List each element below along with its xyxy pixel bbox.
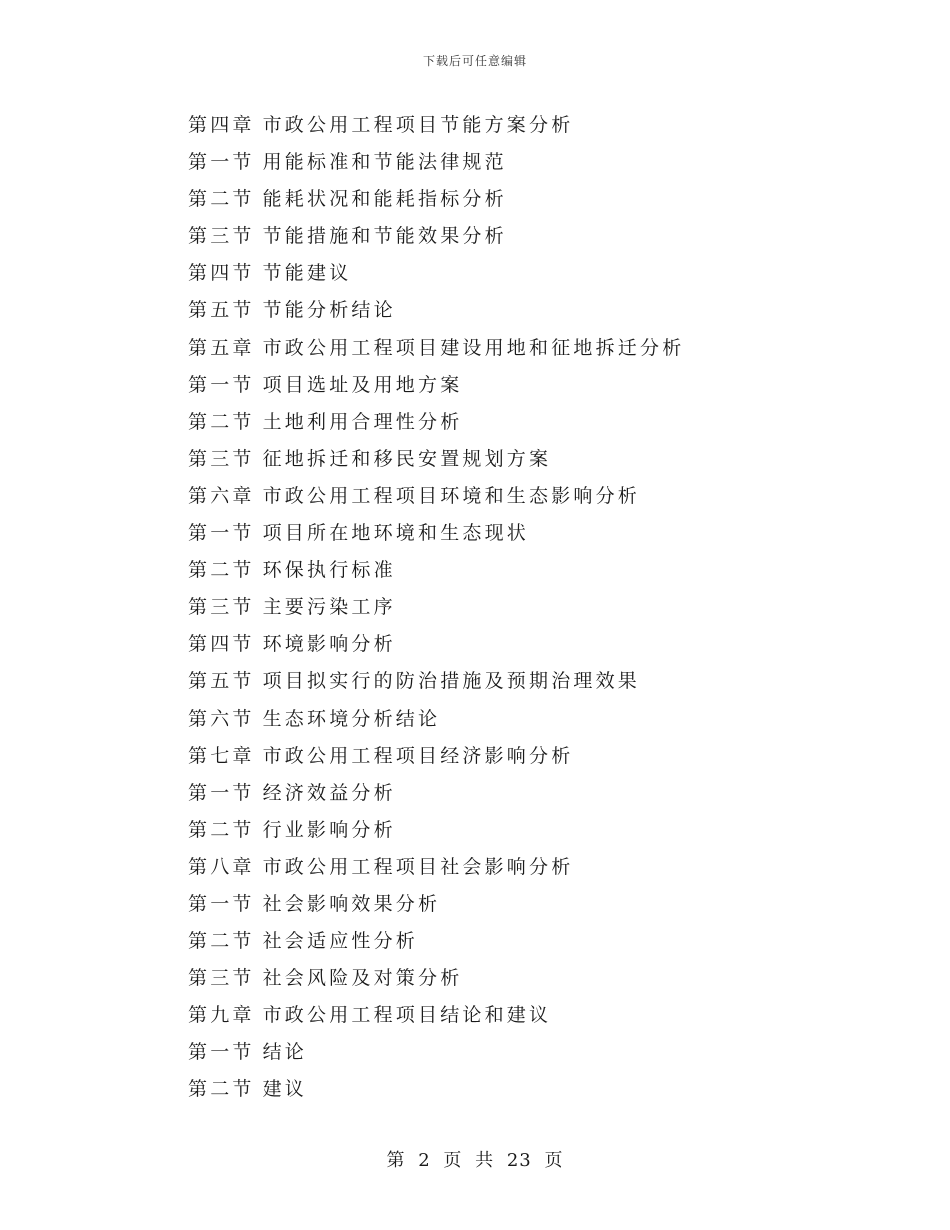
toc-entry-label: 第七章 (188, 744, 255, 767)
toc-entry-title: 市政公用工程项目节能方案分析 (262, 114, 574, 136)
toc-entry (188, 704, 888, 741)
toc-entry (188, 258, 888, 295)
toc-entry (188, 1000, 888, 1037)
toc-entry-label: 第一节 (188, 781, 255, 804)
toc-entry (188, 741, 888, 778)
page-header: 下载后可任意编辑 (422, 54, 527, 68)
toc-entry-label: 第二节 (188, 410, 255, 433)
toc-entry-label: 第三节 (188, 596, 255, 619)
toc-entry-label: 第一节 (188, 151, 255, 174)
toc-entry-title: 行业影响分析 (262, 818, 396, 841)
toc-entry-title: 市政公用工程项目经济影响分析 (262, 744, 574, 767)
toc-entry (188, 481, 888, 518)
toc-entry-title: 项目所在地环境和生态现状 (262, 522, 530, 545)
toc-entry-label: 第三节 (188, 967, 255, 990)
toc-entry (188, 1074, 888, 1111)
toc-entry (188, 852, 888, 889)
toc-entry (188, 592, 888, 629)
toc-entry-label: 第一节 (188, 892, 255, 915)
toc-entry (188, 370, 888, 407)
toc-entry (188, 110, 888, 147)
toc-entry-title: 土地利用合理性分析 (262, 410, 463, 433)
toc-entry (188, 333, 888, 370)
table-of-contents (188, 110, 888, 1112)
toc-entry-title: 建议 (262, 1078, 308, 1101)
toc-entry (188, 147, 888, 184)
toc-entry-title: 结论 (262, 1041, 308, 1064)
toc-entry-label: 第四节 (188, 262, 255, 285)
toc-entry-label: 第六章 (188, 484, 255, 507)
toc-entry (188, 889, 888, 926)
toc-entry-title: 经济效益分析 (262, 781, 396, 804)
toc-entry-label: 第一节 (188, 373, 255, 396)
toc-entry-title: 能耗状况和能耗指标分析 (262, 188, 507, 211)
toc-entry-label: 第一节 (188, 1041, 255, 1064)
toc-entry (188, 1037, 888, 1074)
toc-entry-label: 第八章 (188, 855, 255, 878)
toc-entry-title: 环保执行标准 (262, 559, 396, 582)
toc-entry-title: 征地拆迁和移民安置规划方案 (262, 447, 552, 470)
toc-entry-title: 项目拟实行的防治措施及预期治理效果 (262, 670, 641, 693)
toc-entry-title: 市政公用工程项目结论和建议 (262, 1004, 552, 1027)
toc-entry (188, 295, 888, 332)
toc-entry (188, 555, 888, 592)
toc-entry (188, 963, 888, 1000)
toc-entry-label: 第四章 (188, 114, 255, 136)
page-footer: 第 2 页 共 23 页 (386, 1150, 564, 1171)
toc-entry (188, 778, 888, 815)
toc-entry-label: 第一节 (188, 522, 255, 545)
toc-entry-label: 第四节 (188, 633, 255, 656)
toc-entry-label: 第五节 (188, 299, 255, 322)
toc-entry (188, 926, 888, 963)
toc-entry-label: 第九章 (188, 1004, 255, 1027)
toc-entry-title: 节能措施和节能效果分析 (262, 225, 507, 248)
toc-entry-title: 主要污染工序 (262, 596, 396, 619)
toc-entry-title: 社会影响效果分析 (262, 892, 441, 915)
toc-entry-label: 第二节 (188, 188, 255, 211)
toc-entry-label: 第二节 (188, 1078, 255, 1101)
toc-entry-title: 社会风险及对策分析 (262, 967, 463, 990)
toc-entry-title: 社会适应性分析 (262, 930, 419, 953)
toc-entry-title: 用能标准和节能法律规范 (262, 151, 507, 174)
toc-entry-title: 节能建议 (262, 262, 352, 285)
toc-entry (188, 444, 888, 481)
toc-entry-label: 第五节 (188, 670, 255, 693)
toc-entry (188, 666, 888, 703)
toc-entry (188, 407, 888, 444)
toc-entry-title: 市政公用工程项目建设用地和征地拆迁分析 (262, 336, 685, 359)
toc-entry-label: 第三节 (188, 447, 255, 470)
toc-entry-label: 第五章 (188, 336, 255, 359)
toc-entry-label: 第六节 (188, 707, 255, 730)
toc-entry-title: 节能分析结论 (262, 299, 396, 322)
toc-entry (188, 629, 888, 666)
toc-entry (188, 518, 888, 555)
toc-entry-title: 项目选址及用地方案 (262, 373, 463, 396)
toc-entry (188, 221, 888, 258)
toc-entry (188, 815, 888, 852)
toc-entry-title: 生态环境分析结论 (262, 707, 441, 730)
toc-entry-label: 第三节 (188, 225, 255, 248)
toc-entry-title: 市政公用工程项目社会影响分析 (262, 855, 574, 878)
toc-entry (188, 184, 888, 221)
toc-entry-title: 环境影响分析 (262, 633, 396, 656)
toc-entry-label: 第二节 (188, 559, 255, 582)
toc-entry-label: 第二节 (188, 930, 255, 953)
toc-entry-title: 市政公用工程项目环境和生态影响分析 (262, 484, 641, 507)
toc-entry-label: 第二节 (188, 818, 255, 841)
